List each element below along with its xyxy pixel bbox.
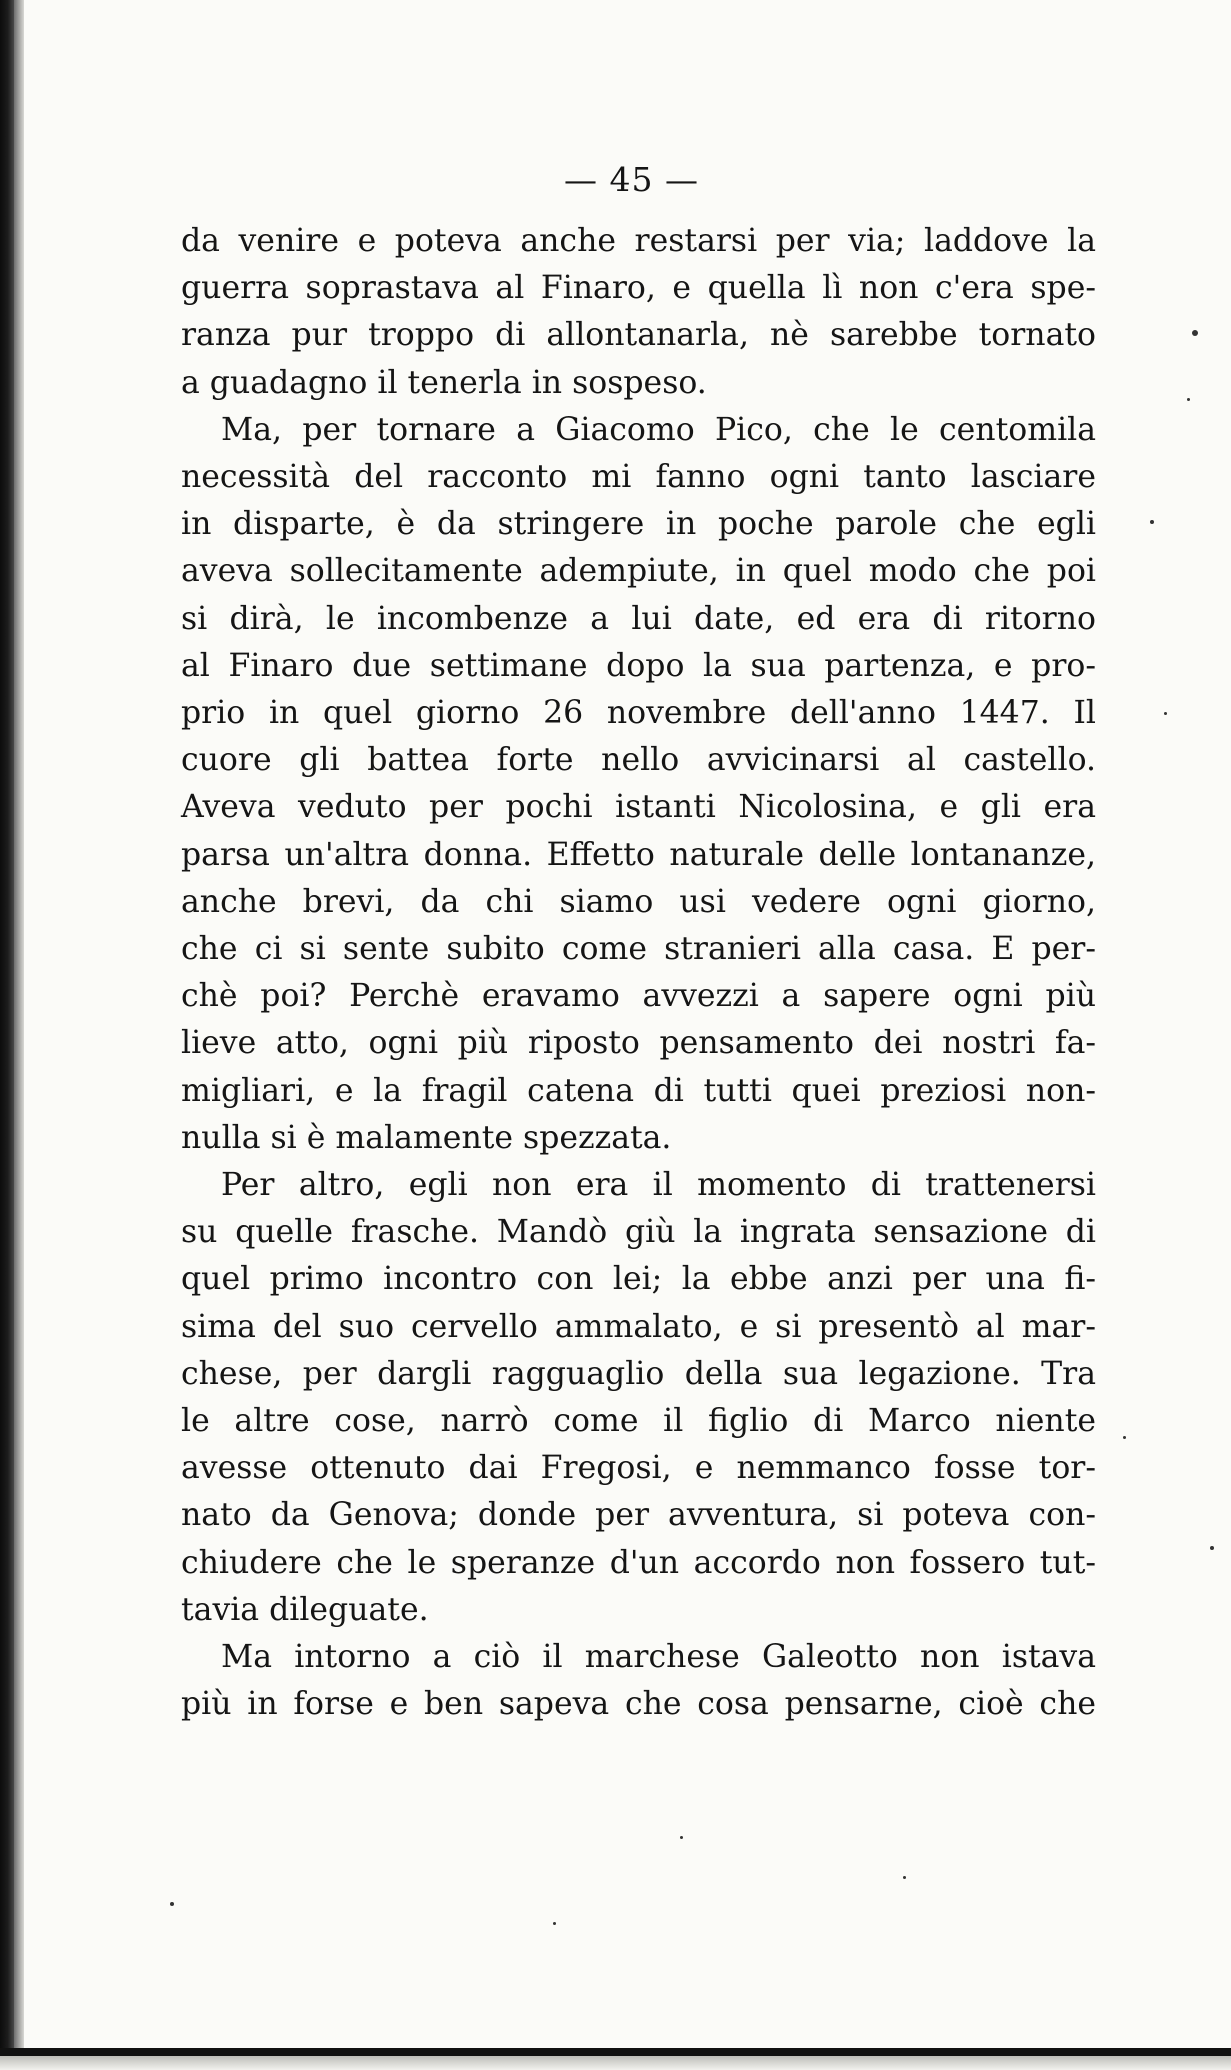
text-line: Ma intorno a ciò il marchese Galeotto non istava [221, 1639, 1096, 1676]
text-line: nato da Genova; donde per avventura, si poteva con- [181, 1497, 1096, 1534]
text-line: si dirà, le incombenze a lui date, ed era di ritorno [181, 600, 1096, 637]
scan-speck [1164, 712, 1167, 715]
text-line: guerra soprastava al Finaro, e quella lì non c'era spe- [181, 270, 1096, 307]
text-line: al Finaro due settimane dopo la sua partenza, e pro- [181, 647, 1096, 684]
text-line: necessità del racconto mi fanno ogni tanto lasciare [181, 459, 1096, 496]
text-line: quel primo incontro con lei; la ebbe anzi per una fi- [181, 1261, 1096, 1298]
text-line: nulla si è malamente spezzata. [181, 1119, 672, 1156]
text-line: sima del suo cervello ammalato, e si presentò al mar- [181, 1308, 1096, 1345]
text-line: parsa un'altra donna. Effetto naturale delle lontananze, [181, 836, 1096, 873]
text-line: tavia dileguate. [181, 1591, 429, 1628]
text-line: le altre cose, narrò come il figlio di Marco niente [181, 1403, 1096, 1440]
scan-bottom-border [0, 2048, 1231, 2056]
text-line: lieve atto, ogni più riposto pensamento dei nostri fa- [181, 1025, 1096, 1062]
scan-speck [170, 1902, 174, 1906]
scan-speck [1187, 398, 1190, 401]
scan-speck [1192, 330, 1198, 336]
scan-binding-shadow [0, 0, 14, 2070]
text-line: anche brevi, da chi siamo usi vedere ogni giorno, [181, 883, 1096, 920]
text-line: cuore gli battea forte nello avvicinarsi al castello. [181, 742, 1096, 779]
scan-speck [1123, 1436, 1126, 1439]
text-line: da venire e poteva anche restarsi per via; laddove la [181, 223, 1096, 259]
scan-speck [680, 1836, 683, 1839]
scan-bottom-gradient [0, 2056, 1231, 2070]
text-line: Aveva veduto per pochi istanti Nicolosina, e gli era [181, 789, 1096, 826]
page-number: — 45 — [564, 160, 699, 199]
scan-speck [1150, 520, 1154, 524]
text-line: su quelle frasche. Mandò giù la ingrata sensazione di [181, 1214, 1096, 1251]
text-line: aveva sollecitamente adempiute, in quel modo che poi [181, 553, 1096, 590]
scan-speck [903, 1876, 906, 1879]
text-line: Ma, per tornare a Giacomo Pico, che le centomila [221, 411, 1096, 448]
text-line: ranza pur troppo di allontanarla, nè sarebbe tornato [181, 317, 1096, 354]
scan-speck [1210, 1546, 1214, 1550]
text-line: a guadagno il tenerla in sospeso. [181, 364, 707, 401]
scan-binding-gradient [14, 0, 24, 2070]
text-line: chiudere che le speranze d'un accordo non fossero tut- [181, 1544, 1096, 1581]
text-line: chè poi? Perchè eravamo avvezzi a sapere ogni più [181, 978, 1096, 1015]
text-line: chese, per dargli ragguaglio della sua legazione. Tra [181, 1355, 1096, 1392]
text-line: in disparte, è da stringere in poche parole che egli [181, 506, 1096, 543]
text-line: Per altro, egli non era il momento di trattenersi [221, 1167, 1096, 1204]
text-line: migliari, e la fragil catena di tutti quei preziosi non- [181, 1072, 1096, 1109]
body-text [181, 218, 1096, 1729]
scan-speck [553, 1922, 556, 1925]
text-line: più in forse e ben sapeva che cosa pensarne, cioè che [181, 1686, 1096, 1723]
text-line: avesse ottenuto dai Fregosi, e nemmanco fosse tor- [181, 1450, 1096, 1487]
text-line: prio in quel giorno 26 novembre dell'anno 1447. Il [181, 695, 1096, 732]
text-line: che ci si sente subito come stranieri alla casa. E per- [181, 931, 1096, 968]
